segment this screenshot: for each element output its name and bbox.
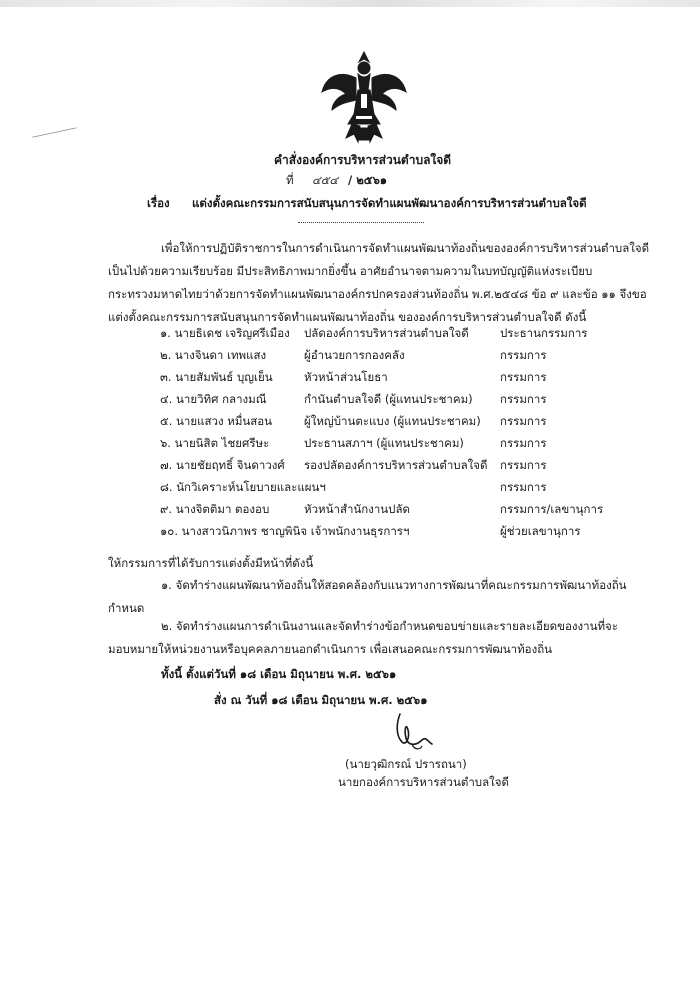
order-number-year: / ๒๕๖๑	[348, 173, 388, 187]
scan-mark-left	[32, 127, 76, 137]
member-role: กรรมการ/เลขานุการ	[500, 502, 604, 516]
duty-1-line-1: ๑. จัดทำร่างแผนพัฒนาท้องถิ่นให้สอดคล้องกับแนวทางการพัฒนาที่คณะกรรมการพัฒนาท้องถิ่น	[161, 578, 627, 592]
member-role: ผู้ช่วยเลขานุการ	[500, 524, 581, 538]
member-name: นักวิเคราะห์นโยบายและแผนฯ	[176, 480, 326, 494]
member-no: ๑.	[160, 326, 171, 340]
member-no: ๖.	[160, 436, 171, 450]
effective-date: ทั้งนี้ ตั้งแต่วันที่ ๑๘ เดือน มิถุนายน พ.ศ. ๒๕๖๑	[161, 667, 397, 681]
member-role: กรรมการ	[500, 436, 547, 450]
member-position: ปลัดองค์การบริหารส่วนตำบลใจดี	[304, 326, 469, 340]
member-name: นายวิทิศ กลางมณี	[176, 392, 267, 406]
member-role: กรรมการ	[500, 348, 547, 362]
garuda-emblem-icon	[318, 48, 410, 148]
ordered-date: สั่ง ณ วันที่ ๑๘ เดือน มิถุนายน พ.ศ. ๒๕๖๑	[214, 693, 428, 707]
member-no: ๘.	[160, 480, 173, 494]
member-name: นายธิเดช เจริญศรีเมือง	[174, 326, 290, 340]
member-name: นายนิสิต ไชยศรีษะ	[174, 436, 270, 450]
order-title: คำสั่งองค์การบริหารส่วนตำบลใจดี	[274, 153, 452, 167]
intro-line-4: แต่งตั้งคณะกรรมการสนับสนุนการจัดทำแผนพัฒนาท้องถิ่น ขององค์การบริหารส่วนตำบลใจดี ดังนี้	[108, 310, 587, 324]
member-name: นายชัยฤทธิ์ จินดาวงศ์	[175, 458, 285, 472]
member-no: ๑๐.	[160, 524, 178, 538]
signer-name: (นายวุฒิกรณ์ ปรารถนา)	[345, 757, 467, 771]
member-no: ๕.	[160, 414, 173, 428]
signature-icon	[392, 712, 442, 754]
member-name: นายแสวง หมื่นสอน	[176, 414, 273, 428]
duty-1-line-2: กำหนด	[108, 601, 145, 615]
member-role: กรรมการ	[500, 370, 547, 384]
member-position: กำนันตำบลใจดี (ผู้แทนประชาคม)	[304, 392, 473, 406]
member-role: กรรมการ	[500, 414, 547, 428]
subject-text: แต่งตั้งคณะกรรมการสนับสนุนการจัดทำแผนพัฒนาองค์การบริหารส่วนตำบลใจดี	[192, 196, 587, 210]
duty-2-line-1: ๒. จัดทำร่างแผนการดำเนินงานและจัดทำร่างข้อกำหนดขอบข่ายและรายละเอียดของงานที่จะ	[161, 619, 618, 633]
member-name: นางสาวนิภาพร ชาญพินิจ เจ้าพนักงานธุรการฯ	[181, 524, 410, 538]
scan-edge-top	[0, 0, 700, 7]
intro-line-1: เพื่อให้การปฏิบัติราชการในการดำเนินการจัดทำแผนพัฒนาท้องถิ่นขององค์การบริหารส่วนตำบลใจดี	[161, 241, 650, 255]
member-role: กรรมการ	[500, 480, 547, 494]
member-no: ๗.	[160, 458, 173, 472]
separator-dotted	[298, 222, 424, 223]
member-position: ผู้อำนวยการกองคลัง	[304, 348, 405, 362]
member-name: นางจิตติมา ตองอบ	[175, 502, 270, 516]
member-no: ๔.	[160, 392, 173, 406]
member-role: กรรมการ	[500, 392, 547, 406]
signer-title: นายกองค์การบริหารส่วนตำบลใจดี	[338, 775, 509, 789]
member-role: ประธานกรรมการ	[500, 326, 588, 340]
member-position: หัวหน้าส่วนโยธา	[304, 370, 388, 384]
member-name: นางจินดา เทพแสง	[174, 348, 267, 362]
intro-line-3: กระทรวงมหาดไทยว่าด้วยการจัดทำแผนพัฒนาองค์กรปกครองส่วนท้องถิ่น พ.ศ.๒๕๔๘ ข้อ ๙ และข้อ ๑๑ จึงขอ	[108, 287, 647, 301]
member-position: ผู้ใหญ่บ้านตะแบง (ผู้แทนประชาคม)	[304, 414, 481, 428]
order-number-handwritten: ๔๕๔	[312, 173, 339, 187]
member-no: ๙.	[160, 502, 173, 516]
member-position: รองปลัดองค์การบริหารส่วนตำบลใจดี	[304, 458, 488, 472]
intro-line-2: เป็นไปด้วยความเรียบร้อย มีประสิทธิภาพมากยิ่งขึ้น อาศัยอำนาจตามความในบทบัญญัติแห่งระเบียบ	[108, 264, 593, 278]
subject-label: เรื่อง	[147, 196, 170, 210]
member-no: ๓.	[160, 370, 172, 384]
member-position: หัวหน้าสำนักงานปลัด	[304, 502, 410, 516]
member-name: นายสัมพันธ์ บุญเย็น	[175, 370, 273, 384]
member-position: ประธานสภาฯ (ผู้แทนประชาคม)	[304, 436, 464, 450]
member-no: ๒.	[160, 348, 172, 362]
order-number-prefix: ที่	[286, 173, 294, 187]
member-role: กรรมการ	[500, 458, 547, 472]
duties-heading: ให้กรรมการที่ได้รับการแต่งตั้งมีหน้าที่ดังนี้	[108, 556, 314, 570]
duty-2-line-2: มอบหมายให้หน่วยงานหรือบุคคลภายนอกดำเนินการ เพื่อเสนอคณะกรรมการพัฒนาท้องถิ่น	[108, 642, 553, 656]
